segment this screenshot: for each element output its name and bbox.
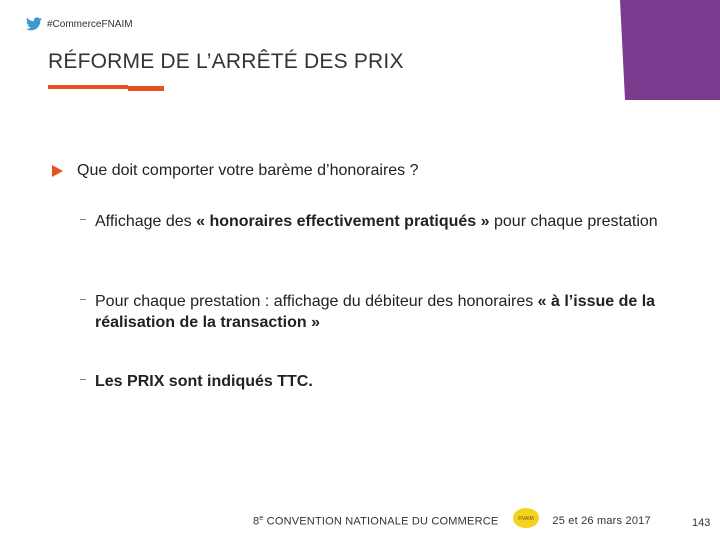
hashtag-header (26, 17, 133, 31)
dash-icon (80, 299, 86, 300)
fnaim-logo (512, 507, 540, 529)
purple-corner-decoration (620, 0, 720, 100)
hashtag-text: #CommerceFNAIM (47, 18, 133, 30)
question (52, 162, 419, 180)
footer-date: 25 et 26 mars 2017 (552, 515, 651, 527)
bullet-text: Affichage des « honoraires effectivement pratiqués » pour chaque prestation (95, 213, 658, 230)
triangle-arrow-icon (52, 165, 63, 177)
title-underline (48, 85, 164, 91)
bullet-item (80, 371, 690, 392)
bullet-text: Les PRIX sont indiqués TTC. (95, 373, 313, 390)
page-number: 143 (692, 517, 711, 529)
page-title: RÉFORME DE L’ARRÊTÉ DES PRIX (48, 50, 404, 73)
twitter-bird-icon (26, 17, 42, 31)
footer-event: 8e CONVENTION NATIONALE DU COMMERCE (253, 514, 499, 528)
bullet-item (80, 291, 690, 333)
bullet-item (80, 211, 690, 232)
dash-icon (80, 219, 86, 220)
svg-text:FNAIM: FNAIM (518, 516, 535, 522)
question-text: Que doit comporter votre barème d’honoraires ? (77, 162, 419, 179)
bullet-text: Pour chaque prestation : affichage du débiteur des honoraires « à l’issue de la réalisation de la transaction » (95, 293, 656, 331)
footer (253, 513, 651, 529)
dash-icon (80, 379, 86, 380)
